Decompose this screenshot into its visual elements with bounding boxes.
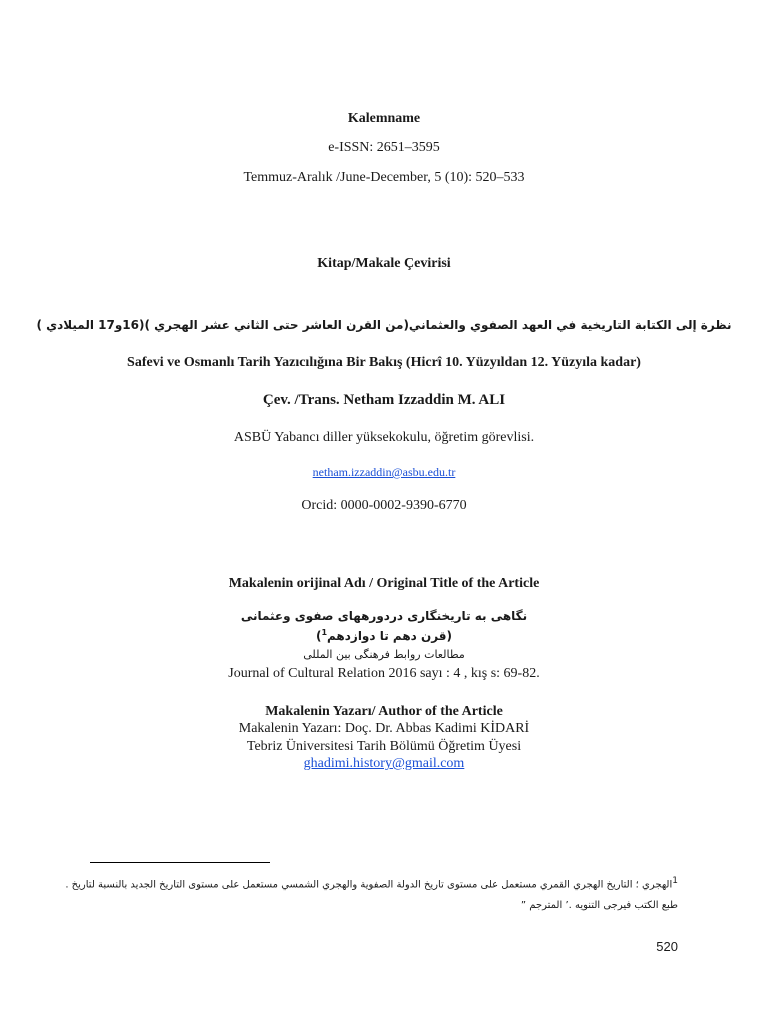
journal-issue: Temmuz-Aralık /June-December, 5 (10): 520–533 — [243, 170, 525, 185]
footnote-marker: 1 — [672, 876, 678, 886]
footnote-line-2: طبع الكتب فيرجى التنويه .’ المترجم ” — [520, 900, 678, 911]
journal-name: Kalemname — [347, 111, 421, 126]
page-number: 520 — [656, 939, 678, 954]
journal-issn: e-ISSN: 2651–3595 — [328, 140, 440, 155]
original-title-persian-line2 — [0, 628, 768, 643]
source-english: Journal of Cultural Relation 2016 sayı : 4 , kış s: 69-82. — [228, 666, 540, 681]
section-label: Kitap/Makale Çevirisi — [317, 256, 451, 271]
translator-email-row — [0, 465, 768, 480]
author-email-row — [0, 756, 768, 772]
author-heading: Makalenin Yazarı/ Author of the Article — [265, 704, 503, 719]
source-persian: مطالعات روابط فرهنگی بین المللی — [303, 648, 465, 661]
title-arabic: نظرة إلى الكتابة التاريخية في العهد الصفوي والعثماني(من القرن العاشر حتى الثاني عشر الهجري )(16و17 الميلادي ) — [36, 318, 732, 332]
translator-name: Çev. /Trans. Netham Izzaddin M. ALI — [262, 392, 506, 408]
translator-orcid: Orcid: 0000-0002-9390-6770 — [301, 498, 467, 513]
footnote-divider — [90, 862, 270, 863]
translator-affiliation: ASBÜ Yabancı diller yüksekokulu, öğretim görevlisi. — [233, 430, 535, 445]
original-heading: Makalenin orijinal Adı / Original Title of the Article — [228, 576, 540, 591]
translator-email-link[interactable]: netham.izzaddin@asbu.edu.tr — [312, 465, 456, 479]
footnote-line-1 — [65, 876, 678, 891]
footnote-text-1: الهجري ؛ التاريخ الهجري القمري مستعمل على مستوى تاريخ الدولة الصفوية والهجري الشمسي مستعمل على مستوى التاريخ الجديد بالنسبة لتاريخ . — [65, 879, 673, 891]
author-line: Makalenin Yazarı: Doç. Dr. Abbas Kadimi KİDARİ — [238, 721, 530, 736]
author-affiliation: Tebriz Üniversitesi Tarih Bölümü Öğretim Üyesi — [246, 739, 522, 754]
footnote-ref[interactable]: 1 — [321, 628, 328, 637]
original-title-persian-line2-end: ) — [315, 629, 322, 643]
original-title-persian-line2-text: (قرن دهم تا دوازدهم — [327, 629, 453, 643]
author-email-link[interactable]: ghadimi.history@gmail.com — [303, 756, 465, 771]
title-turkish: Safevi ve Osmanlı Tarih Yazıcılığına Bir Bakış (Hicrî 10. Yüzyıldan 12. Yüzyıla kadar) — [127, 355, 641, 370]
original-title-persian: نگاهی به تاریخنگاری دردورههای صفوی وعثمانی — [240, 609, 528, 623]
